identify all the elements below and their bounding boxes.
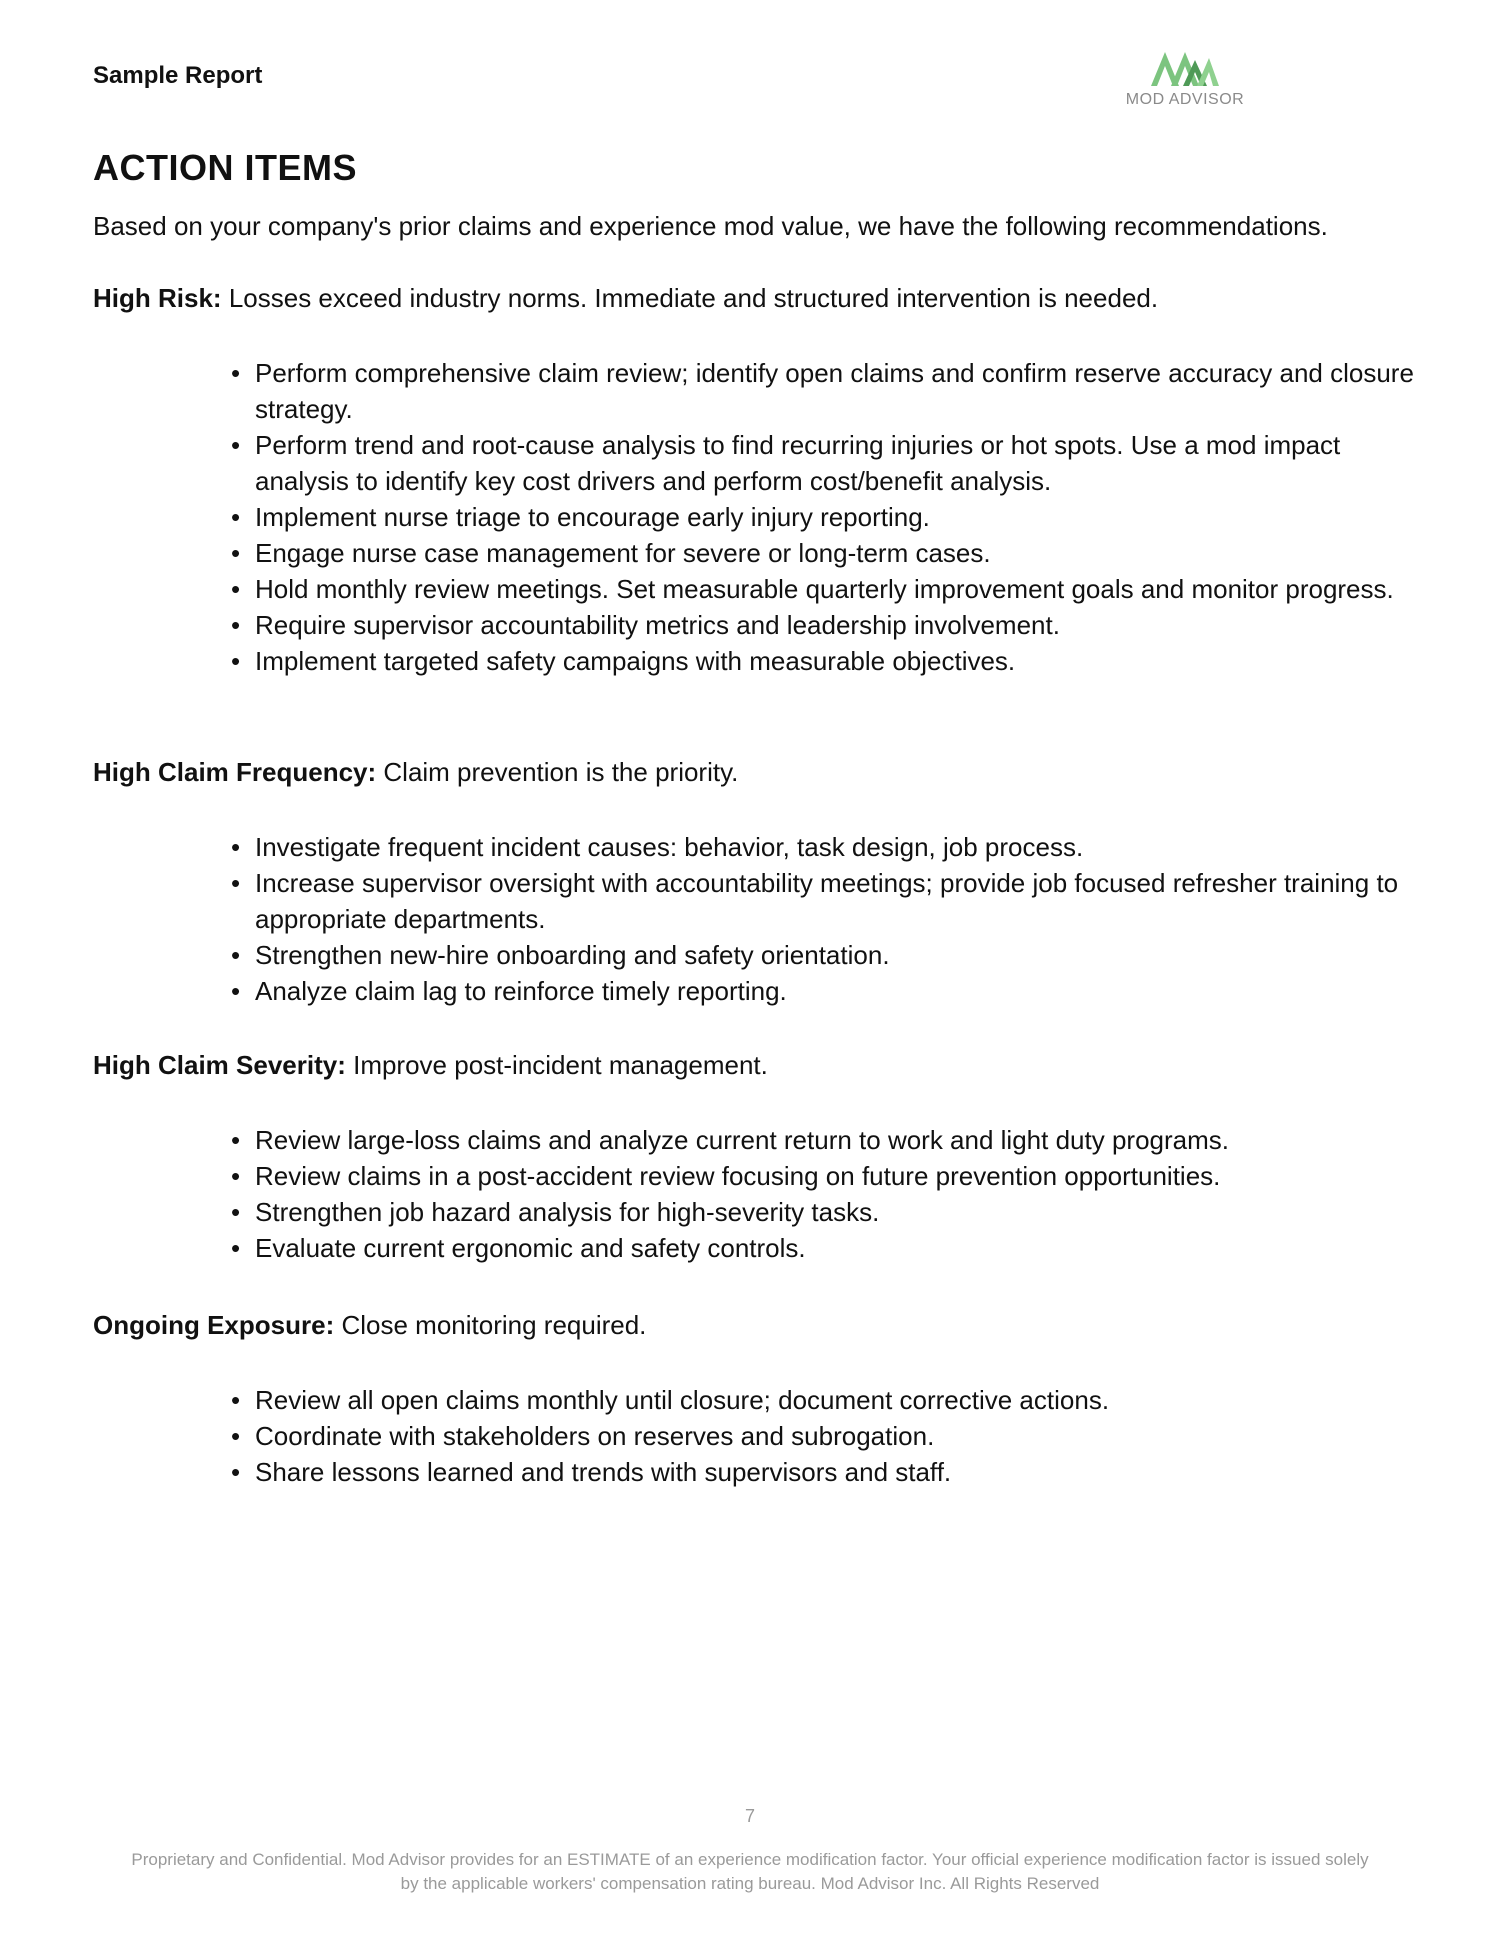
high-claim-frequency-list (255, 829, 1415, 1009)
section-summary: Improve post-incident management. (353, 1050, 768, 1080)
ongoing-exposure-list (255, 1382, 1415, 1490)
high-claim-severity-list (255, 1122, 1415, 1266)
intro-paragraph: Based on your company's prior claims and experience mod value, we have the following recommendations. (93, 211, 1328, 241)
section-label: High Claim Frequency: (93, 757, 377, 787)
page-number: 7 (744, 1806, 755, 1826)
section-ongoing-exposure-heading (93, 1310, 646, 1341)
mod-advisor-logo (1115, 48, 1255, 110)
section-label: High Risk: (93, 283, 222, 313)
list-item: • Evaluate current ergonomic and safety controls. (255, 1230, 1415, 1266)
footer-line-2: by the applicable workers' compensation rating bureau. Mod Advisor Inc. All Rights Reserved (400, 1874, 1100, 1893)
list-item: • Increase supervisor oversight with accountability meetings; provide job focused refresher training to appropriate departments. (255, 865, 1415, 937)
list-item: • Investigate frequent incident causes: behavior, task design, job process. (255, 829, 1415, 865)
list-item: • Implement targeted safety campaigns with measurable objectives. (255, 643, 1415, 679)
logo-text: MOD ADVISOR (1125, 91, 1245, 108)
list-item: • Engage nurse case management for severe or long-term cases. (255, 535, 1415, 571)
list-item: • Strengthen job hazard analysis for high-severity tasks. (255, 1194, 1415, 1230)
section-label: High Claim Severity: (93, 1050, 346, 1080)
section-summary: Claim prevention is the priority. (383, 757, 739, 787)
list-item: • Coordinate with stakeholders on reserves and subrogation. (255, 1418, 1415, 1454)
section-summary: Losses exceed industry norms. Immediate and structured intervention is needed. (228, 283, 1159, 313)
mountain-logo-icon (1149, 48, 1221, 88)
section-high-claim-severity-heading (93, 1050, 768, 1081)
report-header-title: Sample Report (93, 62, 263, 89)
list-item: • Perform trend and root-cause analysis to find recurring injuries or hot spots. Use a mod impact analysis to identify key cost drivers and perform cost/benefit analysis. (255, 427, 1415, 499)
footer-disclaimer (93, 1848, 1407, 1896)
section-summary: Close monitoring required. (341, 1310, 647, 1340)
section-label: Ongoing Exposure: (93, 1310, 335, 1340)
list-item: • Implement nurse triage to encourage early injury reporting. (255, 499, 1415, 535)
list-item: • Review claims in a post-accident review focusing on future prevention opportunities. (255, 1158, 1415, 1194)
high-risk-list (255, 355, 1415, 679)
footer-line-1: Proprietary and Confidential. Mod Advisor provides for an ESTIMATE of an experience modification factor. Your official experience modification factor is issued solely (131, 1850, 1369, 1869)
list-item: • Share lessons learned and trends with supervisors and staff. (255, 1454, 1415, 1490)
list-item: • Strengthen new-hire onboarding and safety orientation. (255, 937, 1415, 973)
list-item: • Review large-loss claims and analyze current return to work and light duty programs. (255, 1122, 1415, 1158)
list-item: • Require supervisor accountability metrics and leadership involvement. (255, 607, 1415, 643)
list-item: • Analyze claim lag to reinforce timely reporting. (255, 973, 1415, 1009)
section-high-risk-heading (93, 283, 1158, 314)
list-item: • Hold monthly review meetings. Set measurable quarterly improvement goals and monitor progress. (255, 571, 1415, 607)
list-item: • Perform comprehensive claim review; identify open claims and confirm reserve accuracy and closure strategy. (255, 355, 1415, 427)
page-title: ACTION ITEMS (93, 147, 357, 188)
list-item: • Review all open claims monthly until closure; document corrective actions. (255, 1382, 1415, 1418)
section-high-claim-frequency-heading (93, 757, 738, 788)
